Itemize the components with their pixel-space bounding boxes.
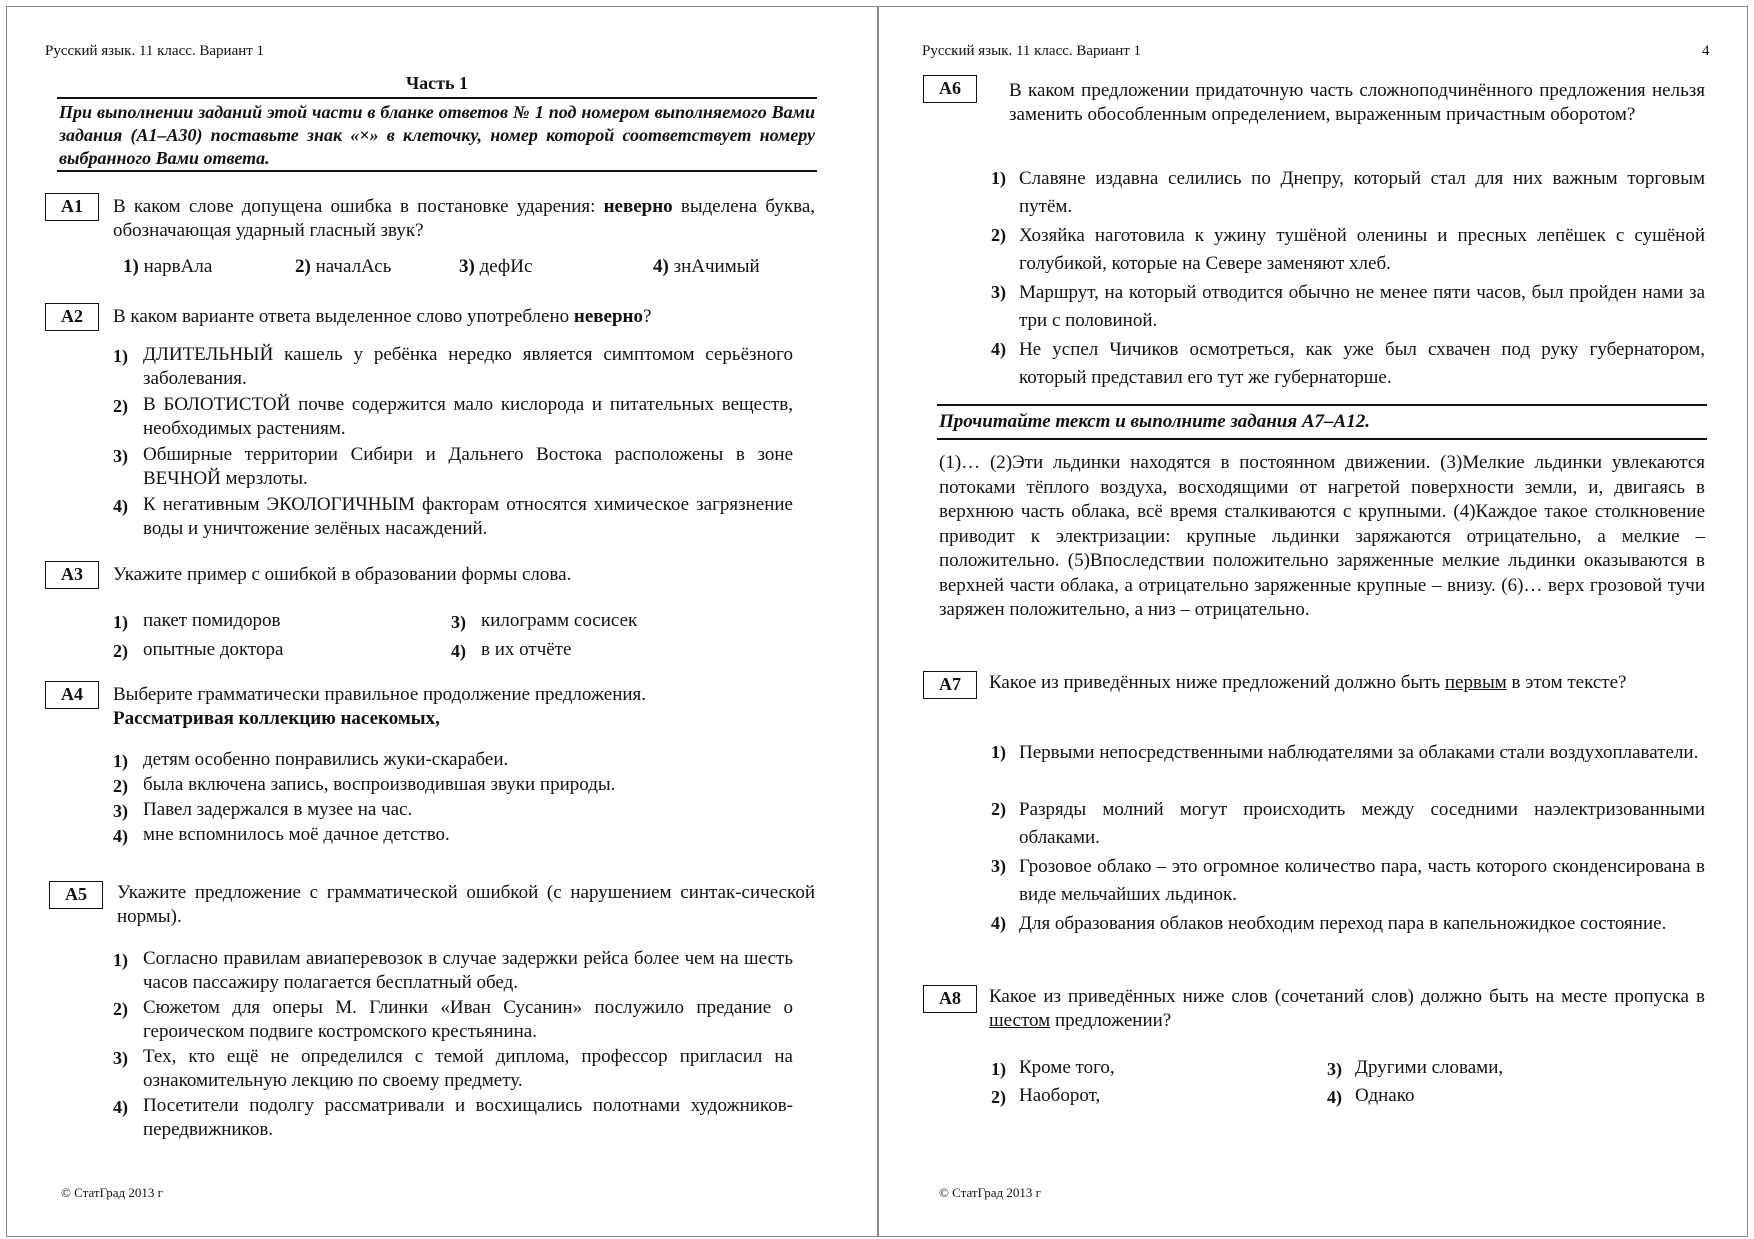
option-number: 1): [991, 168, 1006, 188]
option-number: 1): [113, 346, 128, 366]
option-a3-4[interactable]: в их отчёте: [481, 639, 572, 660]
option-number: 4): [113, 826, 128, 846]
question-a6: В каком предложении придаточную часть сложноподчинённого предложения нельзя заменить обособленным определением, выраженным причастным оборотом?: [1009, 80, 1705, 125]
option-a5-1[interactable]: Согласно правилам авиаперевозок в случае задержки рейса более чем на шесть часов пассажиру полагается бесплатный обед.: [143, 948, 793, 993]
option-a1-3[interactable]: 3) дефИс: [459, 256, 533, 277]
question-a2: В каком варианте ответа выделенное слово употреблено неверно?: [113, 306, 652, 327]
option-number: 3): [1327, 1059, 1342, 1079]
option-number: 3): [113, 801, 128, 821]
task-label-a3: А3: [45, 561, 99, 589]
option-a8-3[interactable]: Другими словами,: [1355, 1057, 1504, 1078]
right-page: [878, 6, 1748, 1237]
task-label-a4: А4: [45, 681, 99, 709]
task-label-a2: А2: [45, 303, 99, 331]
page-footer: © СтатГрад 2013 г: [61, 1185, 163, 1200]
question-a4-stem: Рассматривая коллекцию насекомых,: [113, 708, 440, 729]
option-a7-3[interactable]: Грозовое облако – это огромное количество пара, часть которого сконденсирована в виде мельчайших льдинок.: [1019, 856, 1705, 905]
option-number: 2): [991, 225, 1006, 245]
option-number: 4): [113, 1097, 128, 1117]
question-a5: Укажите предложение с грамматической ошибкой (с нарушением синтак-сической нормы).: [117, 882, 815, 927]
option-a5-2[interactable]: Сюжетом для оперы М. Глинки «Иван Сусанин» послужило предание о героическом подвиге костромского крестьянина.: [143, 997, 793, 1042]
option-number: 3): [991, 856, 1006, 876]
option-a5-3[interactable]: Тех, кто ещё не определился с темой диплома, профессор пригласил на ознакомительную лекцию по своему предмету.: [143, 1046, 793, 1091]
option-number: 2): [113, 641, 128, 661]
question-a7: Какое из приведённых ниже предложений должно быть первым в этом тексте?: [989, 672, 1627, 693]
option-a4-1[interactable]: детям особенно понравились жуки-скарабеи.: [143, 749, 509, 770]
option-number: 1): [113, 950, 128, 970]
option-number: 3): [113, 1048, 128, 1068]
option-number: 2): [991, 1087, 1006, 1107]
option-number: 1): [113, 751, 128, 771]
option-number: 4): [991, 913, 1006, 933]
option-a2-4[interactable]: К негативным ЭКОЛОГИЧНЫМ факторам относятся химическое загрязнение воды и уничтожение зелёных насаждений.: [143, 494, 793, 539]
option-number: 2): [113, 396, 128, 416]
option-a7-1[interactable]: Первыми непосредственными наблюдателями за облаками стали воздухоплаватели.: [1019, 742, 1699, 763]
option-number: 4): [113, 496, 128, 516]
option-a8-4[interactable]: Однако: [1355, 1085, 1415, 1106]
reading-passage: (1)… (2)Эти льдинки находятся в постоянном движении. (3)Мелкие льдинки увлекаются потоками тёплого воздуха, восходящими от нагретой поверхности земли, и, двигаясь в верхнюю часть облака, всё время сталкиваются с крупными. (4)Каждое такое столкновение приводит к электризации: крупные льдинки заряжаются отрицательно, а мелкие – положительно. (5)Впоследствии положительно заряженные мелкие льдинки оказываются в верхней части облака, а отрицательно заряженные крупные – внизу. (6)… верх грозовой тучи заряжен положительно, а низ – отрицательно.: [939, 452, 1705, 620]
option-number: 4): [991, 339, 1006, 359]
option-a4-2[interactable]: была включена запись, воспроизводившая звуки природы.: [143, 774, 616, 795]
task-label-a5: А5: [49, 881, 103, 909]
option-number: 3): [113, 446, 128, 466]
task-label-a8: А8: [923, 985, 977, 1013]
option-number: 4): [1327, 1087, 1342, 1107]
option-number: 2): [113, 999, 128, 1019]
option-a1-2[interactable]: 2) началАсь: [295, 256, 392, 277]
option-number: 1): [991, 742, 1006, 762]
option-a1-1[interactable]: 1) нарвАла: [123, 256, 213, 277]
option-a6-2[interactable]: Хозяйка наготовила к ужину тушёной оленины и пресных лепёшек с сушёной голубикой, которые на Севере заменяют хлеб.: [1019, 225, 1705, 274]
option-a2-2[interactable]: В БОЛОТИСТОЙ почве содержится мало кислорода и питательных веществ, необходимых растениям.: [143, 394, 793, 439]
option-a8-2[interactable]: Наоборот,: [1019, 1085, 1101, 1106]
option-a7-2[interactable]: Разряды молний могут происходить между соседними наэлектризованными облаками.: [1019, 799, 1705, 848]
left-page: [6, 6, 878, 1237]
option-number: 1): [113, 612, 128, 632]
divider: [57, 97, 817, 99]
option-a7-4[interactable]: Для образования облаков необходим переход пара в капельножидкое состояние.: [1019, 913, 1667, 934]
option-a8-1[interactable]: Кроме того,: [1019, 1057, 1115, 1078]
option-number: 4): [451, 641, 466, 661]
option-a3-3[interactable]: килограмм сосисек: [481, 610, 638, 631]
option-a6-3[interactable]: Маршрут, на который отводится обычно не менее пяти часов, был пройден нами за три с половиной.: [1019, 282, 1705, 331]
instructions: При выполнении заданий этой части в бланке ответов № 1 под номером выполняемого Вами задания (А1–А30) поставьте знак «×» в клеточку, номер которой соответствует номеру выбранного Вами ответа.: [59, 102, 815, 168]
page-footer: © СтатГрад 2013 г: [939, 1185, 1041, 1200]
part-title: Часть 1: [405, 73, 469, 93]
question-a4: Выберите грамматически правильное продолжение предложения.: [113, 684, 647, 705]
option-a4-4[interactable]: мне вспомнилось моё дачное детство.: [143, 824, 450, 845]
option-number: 3): [451, 612, 466, 632]
option-number: 2): [113, 776, 128, 796]
option-a6-1[interactable]: Славяне издавна селились по Днепру, который стал для них важным торговым путём.: [1019, 168, 1705, 217]
option-a4-3[interactable]: Павел задержался в музее на час.: [143, 799, 413, 820]
task-label-a1: А1: [45, 193, 99, 221]
page-header: Русский язык. 11 класс. Вариант 1: [922, 43, 1142, 59]
section-title: Прочитайте текст и выполните задания А7–А12.: [939, 411, 1370, 432]
divider: [57, 170, 817, 172]
option-a2-3[interactable]: Обширные территории Сибири и Дальнего Востока расположены в зоне ВЕЧНОЙ мерзлоты.: [143, 444, 793, 489]
question-a3: Укажите пример с ошибкой в образовании формы слова.: [113, 564, 572, 585]
divider: [937, 438, 1707, 440]
question-a8: Какое из приведённых ниже слов (сочетаний слов) должно быть на месте пропуска в шестом предложении?: [989, 986, 1705, 1031]
option-a1-4[interactable]: 4) знАчимый: [653, 256, 760, 277]
option-a3-2[interactable]: опытные доктора: [143, 639, 284, 660]
option-a6-4[interactable]: Не успел Чичиков осмотреться, как уже был схвачен под руку губернатором, который представил его тут же губернаторше.: [1019, 339, 1705, 388]
option-a2-1[interactable]: ДЛИТЕЛЬНЫЙ кашель у ребёнка нередко является симптомом серьёзного заболевания.: [143, 344, 793, 389]
page-number: 4: [1702, 43, 1710, 59]
option-a5-4[interactable]: Посетители подолгу рассматривали и восхищались полотнами художников-передвижников.: [143, 1095, 793, 1140]
question-a1: В каком слове допущена ошибка в постановке ударения: неверно выделена буква, обозначающая ударный гласный звук?: [113, 196, 815, 241]
task-label-a7: А7: [923, 671, 977, 699]
option-number: 1): [991, 1059, 1006, 1079]
option-number: 3): [991, 282, 1006, 302]
page-header: Русский язык. 11 класс. Вариант 1: [45, 43, 265, 59]
option-number: 2): [991, 799, 1006, 819]
divider: [937, 404, 1707, 406]
task-label-a6: А6: [923, 75, 977, 103]
option-a3-1[interactable]: пакет помидоров: [143, 610, 281, 631]
